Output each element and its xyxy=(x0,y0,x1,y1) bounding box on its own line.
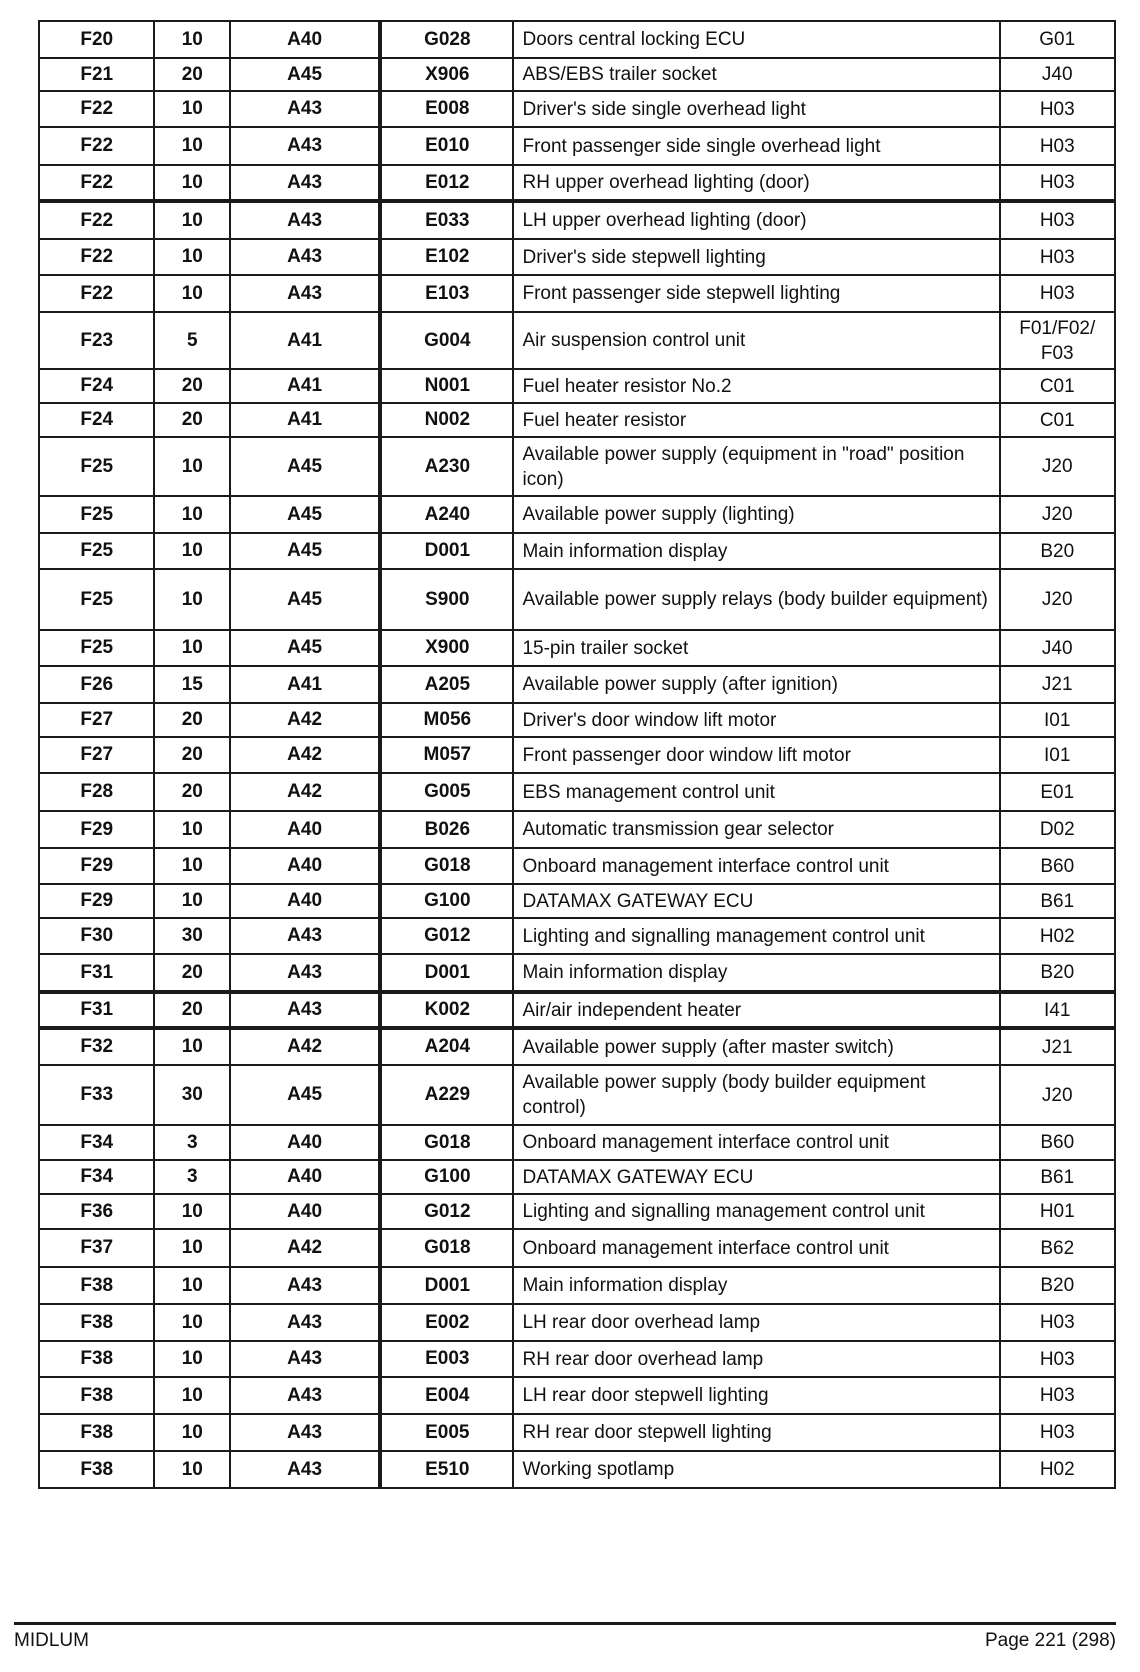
table-row xyxy=(39,1377,1115,1414)
fuse-number-cell: F27 xyxy=(39,703,154,737)
connector-cell: A40 xyxy=(230,1160,380,1194)
table-row xyxy=(39,737,1115,773)
fuse-number-cell: F32 xyxy=(39,1028,154,1065)
description-cell: Available power supply (lighting) xyxy=(513,496,999,533)
reference-cell: J21 xyxy=(1000,666,1116,703)
amperage-cell: 20 xyxy=(154,737,230,773)
connector-cell: A45 xyxy=(230,569,380,630)
reference-cell: H03 xyxy=(1000,1414,1116,1451)
table-row xyxy=(39,703,1115,737)
footer-brand: MIDLUM xyxy=(14,1630,89,1651)
amperage-cell: 3 xyxy=(154,1125,230,1160)
reference-cell: D02 xyxy=(1000,811,1116,848)
table-row xyxy=(39,1341,1115,1377)
connector-cell: A43 xyxy=(230,1304,380,1341)
connector-cell: A43 xyxy=(230,1267,380,1304)
connector-cell: A43 xyxy=(230,954,380,992)
reference-cell: H03 xyxy=(1000,127,1116,165)
connector-cell: A43 xyxy=(230,992,380,1028)
reference-cell: B62 xyxy=(1000,1229,1116,1267)
connector-cell: A42 xyxy=(230,1028,380,1065)
reference-cell: B20 xyxy=(1000,1267,1116,1304)
description-cell: Front passenger side single overhead light xyxy=(513,127,999,165)
component-code-cell: X900 xyxy=(380,630,513,666)
fuse-number-cell: F25 xyxy=(39,496,154,533)
fuse-number-cell: F25 xyxy=(39,437,154,496)
amperage-cell: 20 xyxy=(154,58,230,91)
fuse-table xyxy=(38,20,1116,1489)
reference-cell: B20 xyxy=(1000,954,1116,992)
connector-cell: A42 xyxy=(230,737,380,773)
amperage-cell: 10 xyxy=(154,91,230,127)
table-row xyxy=(39,58,1115,91)
component-code-cell: G018 xyxy=(380,848,513,884)
connector-cell: A41 xyxy=(230,312,380,369)
component-code-cell: D001 xyxy=(380,1267,513,1304)
amperage-cell: 20 xyxy=(154,773,230,811)
component-code-cell: G018 xyxy=(380,1229,513,1267)
description-cell: Front passenger door window lift motor xyxy=(513,737,999,773)
table-row xyxy=(39,811,1115,848)
table-row xyxy=(39,630,1115,666)
description-cell: Available power supply (after master switch) xyxy=(513,1028,999,1065)
reference-cell: I01 xyxy=(1000,703,1116,737)
fuse-number-cell: F30 xyxy=(39,918,154,954)
table-row xyxy=(39,533,1115,569)
fuse-number-cell: F38 xyxy=(39,1267,154,1304)
connector-cell: A43 xyxy=(230,127,380,165)
connector-cell: A45 xyxy=(230,1065,380,1125)
connector-cell: A43 xyxy=(230,239,380,275)
description-cell: Onboard management interface control unit xyxy=(513,848,999,884)
reference-cell: B61 xyxy=(1000,884,1116,918)
table-row xyxy=(39,884,1115,918)
description-cell: Available power supply (body builder equipment control) xyxy=(513,1065,999,1125)
reference-cell: C01 xyxy=(1000,369,1116,403)
description-cell: Onboard management interface control unit xyxy=(513,1229,999,1267)
component-code-cell: A229 xyxy=(380,1065,513,1125)
amperage-cell: 10 xyxy=(154,1341,230,1377)
amperage-cell: 10 xyxy=(154,21,230,58)
reference-cell: H01 xyxy=(1000,1194,1116,1229)
description-cell: RH upper overhead lighting (door) xyxy=(513,165,999,201)
reference-cell: H03 xyxy=(1000,91,1116,127)
table-row xyxy=(39,91,1115,127)
component-code-cell: E102 xyxy=(380,239,513,275)
component-code-cell: G018 xyxy=(380,1125,513,1160)
fuse-number-cell: F22 xyxy=(39,201,154,239)
fuse-number-cell: F36 xyxy=(39,1194,154,1229)
fuse-number-cell: F22 xyxy=(39,165,154,201)
fuse-number-cell: F27 xyxy=(39,737,154,773)
fuse-number-cell: F23 xyxy=(39,312,154,369)
component-code-cell: K002 xyxy=(380,992,513,1028)
amperage-cell: 10 xyxy=(154,127,230,165)
amperage-cell: 20 xyxy=(154,369,230,403)
component-code-cell: N002 xyxy=(380,403,513,437)
connector-cell: A43 xyxy=(230,1414,380,1451)
reference-cell: H03 xyxy=(1000,275,1116,312)
description-cell: LH rear door stepwell lighting xyxy=(513,1377,999,1414)
connector-cell: A41 xyxy=(230,369,380,403)
table-row xyxy=(39,848,1115,884)
description-cell: Driver's door window lift motor xyxy=(513,703,999,737)
table-row xyxy=(39,918,1115,954)
table-row xyxy=(39,1229,1115,1267)
description-cell: Driver's side stepwell lighting xyxy=(513,239,999,275)
component-code-cell: A204 xyxy=(380,1028,513,1065)
description-cell: Air/air independent heater xyxy=(513,992,999,1028)
table-row xyxy=(39,312,1115,369)
description-cell: Main information display xyxy=(513,954,999,992)
description-cell: RH rear door overhead lamp xyxy=(513,1341,999,1377)
description-cell: Lighting and signalling management control unit xyxy=(513,918,999,954)
table-row xyxy=(39,496,1115,533)
component-code-cell: E510 xyxy=(380,1451,513,1488)
reference-cell: C01 xyxy=(1000,403,1116,437)
reference-cell: J21 xyxy=(1000,1028,1116,1065)
fuse-number-cell: F26 xyxy=(39,666,154,703)
amperage-cell: 10 xyxy=(154,811,230,848)
table-row xyxy=(39,1451,1115,1488)
connector-cell: A43 xyxy=(230,91,380,127)
fuse-number-cell: F29 xyxy=(39,811,154,848)
connector-cell: A40 xyxy=(230,21,380,58)
amperage-cell: 5 xyxy=(154,312,230,369)
component-code-cell: E005 xyxy=(380,1414,513,1451)
reference-cell: I41 xyxy=(1000,992,1116,1028)
component-code-cell: M056 xyxy=(380,703,513,737)
table-row xyxy=(39,1267,1115,1304)
fuse-number-cell: F37 xyxy=(39,1229,154,1267)
description-cell: Onboard management interface control unit xyxy=(513,1125,999,1160)
component-code-cell: A205 xyxy=(380,666,513,703)
reference-cell: H02 xyxy=(1000,1451,1116,1488)
table-row xyxy=(39,1065,1115,1125)
component-code-cell: D001 xyxy=(380,954,513,992)
connector-cell: A40 xyxy=(230,1125,380,1160)
component-code-cell: G100 xyxy=(380,884,513,918)
description-cell: 15-pin trailer socket xyxy=(513,630,999,666)
component-code-cell: B026 xyxy=(380,811,513,848)
amperage-cell: 3 xyxy=(154,1160,230,1194)
reference-cell: E01 xyxy=(1000,773,1116,811)
description-cell: Fuel heater resistor xyxy=(513,403,999,437)
description-cell: Available power supply relays (body builder equipment) xyxy=(513,569,999,630)
table-row xyxy=(39,992,1115,1028)
description-cell: Driver's side single overhead light xyxy=(513,91,999,127)
connector-cell: A41 xyxy=(230,666,380,703)
amperage-cell: 10 xyxy=(154,1304,230,1341)
amperage-cell: 10 xyxy=(154,569,230,630)
reference-cell: H03 xyxy=(1000,165,1116,201)
reference-cell: H03 xyxy=(1000,1304,1116,1341)
description-cell: LH upper overhead lighting (door) xyxy=(513,201,999,239)
reference-cell: J20 xyxy=(1000,437,1116,496)
description-cell: EBS management control unit xyxy=(513,773,999,811)
table-row xyxy=(39,1160,1115,1194)
connector-cell: A40 xyxy=(230,884,380,918)
component-code-cell: E012 xyxy=(380,165,513,201)
fuse-number-cell: F22 xyxy=(39,91,154,127)
table-row xyxy=(39,1304,1115,1341)
component-code-cell: G028 xyxy=(380,21,513,58)
connector-cell: A42 xyxy=(230,1229,380,1267)
reference-cell: F01/F02/ F03 xyxy=(1000,312,1116,369)
table-row xyxy=(39,369,1115,403)
description-cell: Fuel heater resistor No.2 xyxy=(513,369,999,403)
fuse-number-cell: F31 xyxy=(39,954,154,992)
table-row xyxy=(39,773,1115,811)
amperage-cell: 10 xyxy=(154,1414,230,1451)
description-cell: Air suspension control unit xyxy=(513,312,999,369)
description-cell: LH rear door overhead lamp xyxy=(513,1304,999,1341)
fuse-number-cell: F38 xyxy=(39,1377,154,1414)
connector-cell: A45 xyxy=(230,496,380,533)
reference-cell: J20 xyxy=(1000,569,1116,630)
footer-rule xyxy=(14,1622,1116,1625)
amperage-cell: 10 xyxy=(154,630,230,666)
table-row xyxy=(39,165,1115,201)
amperage-cell: 20 xyxy=(154,954,230,992)
reference-cell: J20 xyxy=(1000,496,1116,533)
fuse-number-cell: F24 xyxy=(39,403,154,437)
fuse-number-cell: F38 xyxy=(39,1341,154,1377)
component-code-cell: A230 xyxy=(380,437,513,496)
reference-cell: H03 xyxy=(1000,239,1116,275)
component-code-cell: E008 xyxy=(380,91,513,127)
description-cell: DATAMAX GATEWAY ECU xyxy=(513,884,999,918)
connector-cell: A45 xyxy=(230,437,380,496)
table-row xyxy=(39,666,1115,703)
reference-cell: B60 xyxy=(1000,1125,1116,1160)
table-row xyxy=(39,954,1115,992)
fuse-number-cell: F20 xyxy=(39,21,154,58)
table-row xyxy=(39,569,1115,630)
connector-cell: A45 xyxy=(230,533,380,569)
fuse-number-cell: F33 xyxy=(39,1065,154,1125)
description-cell: ABS/EBS trailer socket xyxy=(513,58,999,91)
connector-cell: A45 xyxy=(230,58,380,91)
reference-cell: J40 xyxy=(1000,58,1116,91)
amperage-cell: 10 xyxy=(154,496,230,533)
connector-cell: A43 xyxy=(230,1341,380,1377)
connector-cell: A43 xyxy=(230,1451,380,1488)
connector-cell: A43 xyxy=(230,1377,380,1414)
description-cell: Main information display xyxy=(513,533,999,569)
reference-cell: J20 xyxy=(1000,1065,1116,1125)
amperage-cell: 10 xyxy=(154,239,230,275)
connector-cell: A43 xyxy=(230,918,380,954)
table-row xyxy=(39,275,1115,312)
fuse-number-cell: F25 xyxy=(39,533,154,569)
amperage-cell: 10 xyxy=(154,1267,230,1304)
component-code-cell: G004 xyxy=(380,312,513,369)
table-row xyxy=(39,1194,1115,1229)
table-row xyxy=(39,1414,1115,1451)
reference-cell: B61 xyxy=(1000,1160,1116,1194)
connector-cell: A40 xyxy=(230,811,380,848)
table-row xyxy=(39,201,1115,239)
connector-cell: A41 xyxy=(230,403,380,437)
table-row xyxy=(39,239,1115,275)
table-row xyxy=(39,21,1115,58)
amperage-cell: 10 xyxy=(154,1229,230,1267)
component-code-cell: E004 xyxy=(380,1377,513,1414)
amperage-cell: 10 xyxy=(154,533,230,569)
connector-cell: A40 xyxy=(230,848,380,884)
fuse-number-cell: F31 xyxy=(39,992,154,1028)
description-cell: RH rear door stepwell lighting xyxy=(513,1414,999,1451)
fuse-number-cell: F22 xyxy=(39,275,154,312)
component-code-cell: X906 xyxy=(380,58,513,91)
description-cell: Available power supply (equipment in "road" position icon) xyxy=(513,437,999,496)
description-cell: Front passenger side stepwell lighting xyxy=(513,275,999,312)
connector-cell: A43 xyxy=(230,275,380,312)
table-row xyxy=(39,1028,1115,1065)
connector-cell: A40 xyxy=(230,1194,380,1229)
component-code-cell: G012 xyxy=(380,1194,513,1229)
component-code-cell: E010 xyxy=(380,127,513,165)
reference-cell: I01 xyxy=(1000,737,1116,773)
fuse-number-cell: F21 xyxy=(39,58,154,91)
fuse-number-cell: F34 xyxy=(39,1160,154,1194)
table-row xyxy=(39,127,1115,165)
amperage-cell: 10 xyxy=(154,165,230,201)
amperage-cell: 10 xyxy=(154,1028,230,1065)
component-code-cell: A240 xyxy=(380,496,513,533)
amperage-cell: 10 xyxy=(154,1194,230,1229)
reference-cell: B20 xyxy=(1000,533,1116,569)
description-cell: Available power supply (after ignition) xyxy=(513,666,999,703)
amperage-cell: 15 xyxy=(154,666,230,703)
fuse-table-body xyxy=(39,21,1115,1488)
reference-cell: H02 xyxy=(1000,918,1116,954)
description-cell: Doors central locking ECU xyxy=(513,21,999,58)
component-code-cell: D001 xyxy=(380,533,513,569)
connector-cell: A42 xyxy=(230,773,380,811)
amperage-cell: 10 xyxy=(154,848,230,884)
component-code-cell: G100 xyxy=(380,1160,513,1194)
reference-cell: H03 xyxy=(1000,201,1116,239)
amperage-cell: 10 xyxy=(154,1377,230,1414)
connector-cell: A43 xyxy=(230,201,380,239)
fuse-number-cell: F38 xyxy=(39,1304,154,1341)
amperage-cell: 10 xyxy=(154,1451,230,1488)
component-code-cell: N001 xyxy=(380,369,513,403)
component-code-cell: E002 xyxy=(380,1304,513,1341)
fuse-number-cell: F38 xyxy=(39,1414,154,1451)
reference-cell: B60 xyxy=(1000,848,1116,884)
reference-cell: J40 xyxy=(1000,630,1116,666)
description-cell: Main information display xyxy=(513,1267,999,1304)
fuse-number-cell: F25 xyxy=(39,630,154,666)
description-cell: DATAMAX GATEWAY ECU xyxy=(513,1160,999,1194)
amperage-cell: 10 xyxy=(154,437,230,496)
amperage-cell: 30 xyxy=(154,918,230,954)
fuse-number-cell: F34 xyxy=(39,1125,154,1160)
fuse-number-cell: F38 xyxy=(39,1451,154,1488)
description-cell: Lighting and signalling management control unit xyxy=(513,1194,999,1229)
fuse-number-cell: F29 xyxy=(39,884,154,918)
fuse-number-cell: F29 xyxy=(39,848,154,884)
table-row xyxy=(39,437,1115,496)
amperage-cell: 10 xyxy=(154,884,230,918)
amperage-cell: 30 xyxy=(154,1065,230,1125)
component-code-cell: G005 xyxy=(380,773,513,811)
footer-page-number: Page 221 (298) xyxy=(985,1630,1116,1651)
amperage-cell: 20 xyxy=(154,992,230,1028)
description-cell: Automatic transmission gear selector xyxy=(513,811,999,848)
table-row xyxy=(39,1125,1115,1160)
connector-cell: A43 xyxy=(230,165,380,201)
component-code-cell: M057 xyxy=(380,737,513,773)
amperage-cell: 10 xyxy=(154,201,230,239)
fuse-number-cell: F24 xyxy=(39,369,154,403)
component-code-cell: S900 xyxy=(380,569,513,630)
connector-cell: A45 xyxy=(230,630,380,666)
table-row xyxy=(39,403,1115,437)
connector-cell: A42 xyxy=(230,703,380,737)
reference-cell: H03 xyxy=(1000,1377,1116,1414)
amperage-cell: 10 xyxy=(154,275,230,312)
reference-cell: H03 xyxy=(1000,1341,1116,1377)
description-cell: Working spotlamp xyxy=(513,1451,999,1488)
amperage-cell: 20 xyxy=(154,403,230,437)
fuse-number-cell: F22 xyxy=(39,127,154,165)
fuse-number-cell: F28 xyxy=(39,773,154,811)
component-code-cell: E103 xyxy=(380,275,513,312)
reference-cell: G01 xyxy=(1000,21,1116,58)
fuse-number-cell: F25 xyxy=(39,569,154,630)
component-code-cell: E033 xyxy=(380,201,513,239)
fuse-number-cell: F22 xyxy=(39,239,154,275)
component-code-cell: E003 xyxy=(380,1341,513,1377)
amperage-cell: 20 xyxy=(154,703,230,737)
component-code-cell: G012 xyxy=(380,918,513,954)
